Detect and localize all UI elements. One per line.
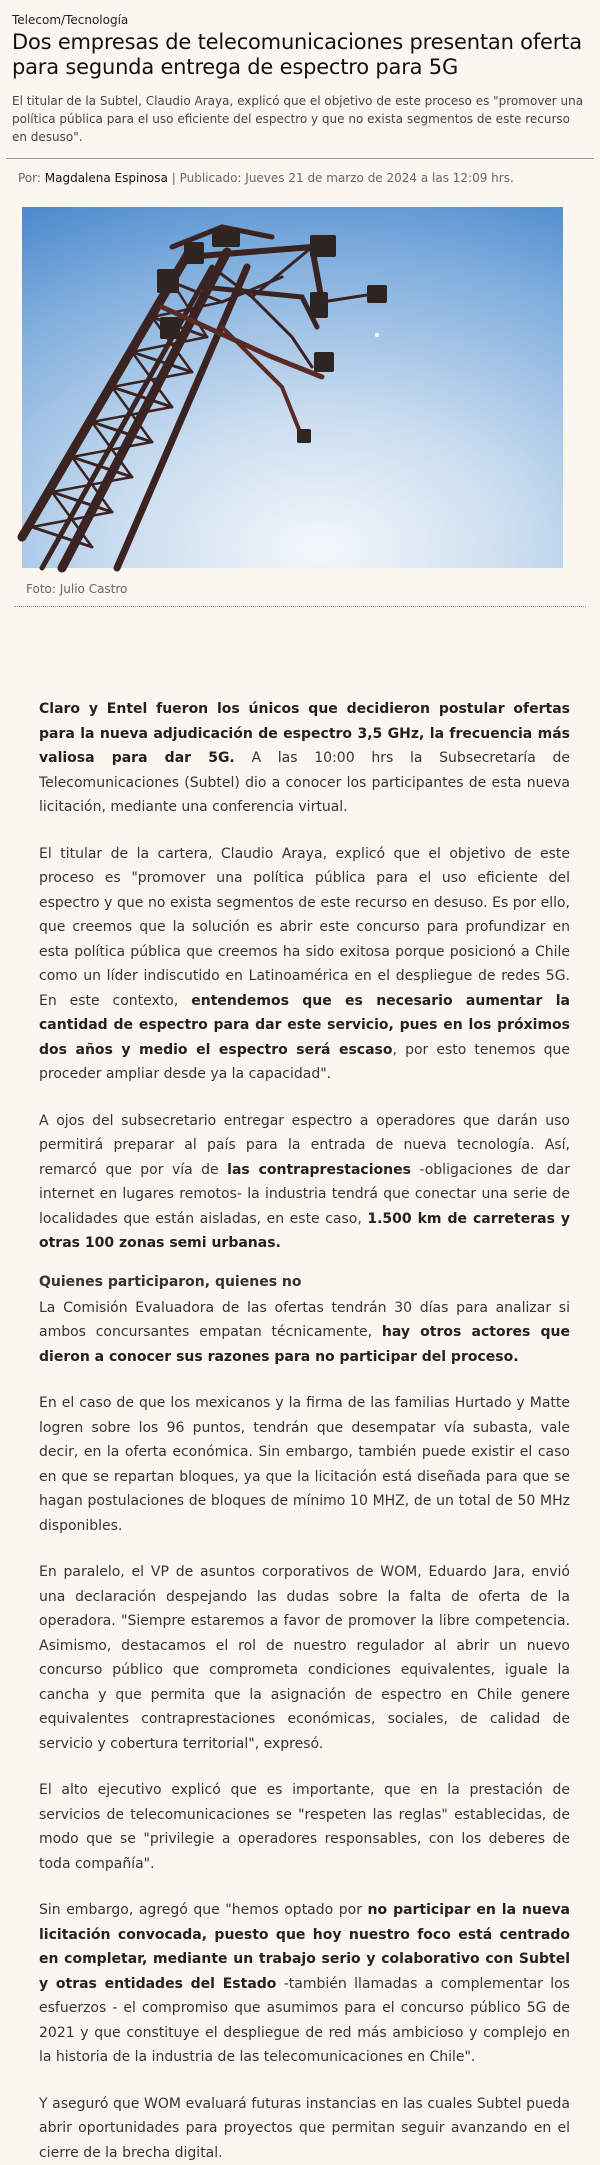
paragraph: Y aseguró que WOM evaluará futuras instancias en las cuales Subtel pueda abrir oportunidades para proyectos que permitan seguir avanzando en el cierre de la brecha digital. — [39, 2092, 570, 2165]
article-header — [0, 0, 600, 158]
paragraph — [39, 1296, 570, 1370]
paragraph-text: -también llamadas a complementar los esfuerzos - el compromiso que asumimos para el concurso público 5G de 2021 y que constituye el despliegue de red más ambicioso y complejo en la historia de la industria de las telecomunicaciones en Chile". — [39, 1976, 570, 2066]
category-label[interactable]: Telecom/Tecnología — [12, 12, 588, 28]
paragraph — [39, 842, 570, 1087]
paragraph-text: La Comisión Evaluadora de las ofertas tendrán 30 días para analizar si ambos concursantes empatan técnicamente, — [39, 1300, 570, 1341]
paragraph: En el caso de que los mexicanos y la firma de las familias Hurtado y Matte logren sobre los 96 puntos, tendrán que desempatar vía subasta, vale decir, en la oferta económica. Sin embargo, también puede existir el caso en que se repartan bloques, ya que la licitación está diseñada para que se hagan postulaciones de bloques de mínimo 10 MHZ, de un total de 50 MHz disponibles. — [39, 1391, 570, 1538]
paragraph: En paralelo, el VP de asuntos corporativos de WOM, Eduardo Jara, envió una declaración despejando las dudas sobre la falta de oferta de la operadora. "Siempre estaremos a favor de promover la libre competencia. Asimismo, destacamos el rol de nuestro regulador al abrir un nuevo concurso público que comprometa condiciones equivalentes, iguale la cancha y que permita que la asignación de espectro en Chile genere equivalentes contraprestaciones económicas, sociales, de calidad de servicio y cobertura territorial", expresó. — [39, 1560, 570, 1756]
paragraph-text: El titular de la cartera, Claudio Araya, explicó que el objetivo de este proceso es "promover una política pública para el uso eficiente del espectro y que no exista segmentos de este recurso en desuso. Es por ello, que creemos que la solución es abrir este concurso para profundizar en esta política pública que creemos ha sido exitosa porque posicionó a Chile como un líder indiscutido en Latinoamérica en el despliegue de redes 5G. En este contexto, — [39, 846, 570, 1009]
byline-published-label: Publicado: — [180, 171, 242, 185]
byline-by-label: Por: — [18, 171, 41, 185]
paragraph-text: -obligaciones de dar internet en lugares remotos- la industria tendrá que conectar una serie de localidades que están aisladas, en este caso, — [39, 1162, 570, 1227]
bold-text: Claro y Entel fueron los únicos que decidieron postular ofertas para la nueva adjudicación de espectro 3,5 GHz, la frecuencia más valiosa para dar 5G. — [39, 701, 570, 766]
paragraph — [39, 1109, 570, 1256]
photo-caption: Foto: Julio Castro — [0, 568, 600, 598]
paragraph-text: Sin embargo, agregó que "hemos optado por — [39, 1902, 368, 1918]
article-summary: El titular de la Subtel, Claudio Araya, explicó que el objetivo de este proceso es "promover una política pública para el uso eficiente del espectro y que no exista segmentos de este recurso en desuso". — [12, 92, 588, 158]
byline-author[interactable]: Magdalena Espinosa — [45, 171, 168, 185]
paragraph — [39, 697, 570, 820]
article-body — [0, 607, 600, 2165]
byline-separator: | — [172, 171, 176, 185]
paragraph-text: , por esto tenemos que proceder ampliar desde ya la capacidad". — [39, 1042, 570, 1083]
paragraph-text: A las 10:00 hrs la Subsecretaría de Telecomunicaciones (Subtel) dio a conocer los participantes de esta nueva licitación, mediante una conferencia virtual. — [39, 750, 570, 815]
bold-text: 1.500 km de carreteras y otras 100 zonas semi urbanas. — [39, 1211, 570, 1252]
article-photo — [22, 207, 563, 568]
telecom-tower-image — [22, 207, 563, 568]
byline-date: Jueves 21 de marzo de 2024 a las 12:09 hrs. — [245, 171, 514, 185]
article-title: Dos empresas de telecomunicaciones presentan oferta para segunda entrega de espectro para 5G — [12, 30, 588, 80]
section-subheading: Quienes participaron, quienes no — [39, 1272, 570, 1292]
byline — [0, 159, 600, 199]
bold-text: entendemos que es necesario aumentar la cantidad de espectro para dar este servicio, pues en los próximos dos años y medio el espectro será escaso — [39, 993, 570, 1058]
bold-text: las contraprestaciones — [227, 1162, 411, 1178]
paragraph — [39, 1898, 570, 2070]
paragraph: El alto ejecutivo explicó que es importante, que en la prestación de servicios de telecomunicaciones se "respeten las reglas" establecidas, de modo que se "privilegie a operadores responsables, con los deberes de toda compañía". — [39, 1778, 570, 1876]
bold-text: no participar en la nueva licitación convocada, puesto que hoy nuestro foco está centrado en completar, mediante un trabajo serio y colaborativo con Subtel y otras entidades del Estado — [39, 1902, 570, 1992]
paragraph-text: A ojos del subsecretario entregar espectro a operadores que darán uso permitirá preparar al país para la entrada de nueva tecnología. Así, remarcó que por vía de — [39, 1113, 570, 1178]
bold-text: hay otros actores que dieron a conocer sus razones para no participar del proceso. — [39, 1324, 570, 1365]
